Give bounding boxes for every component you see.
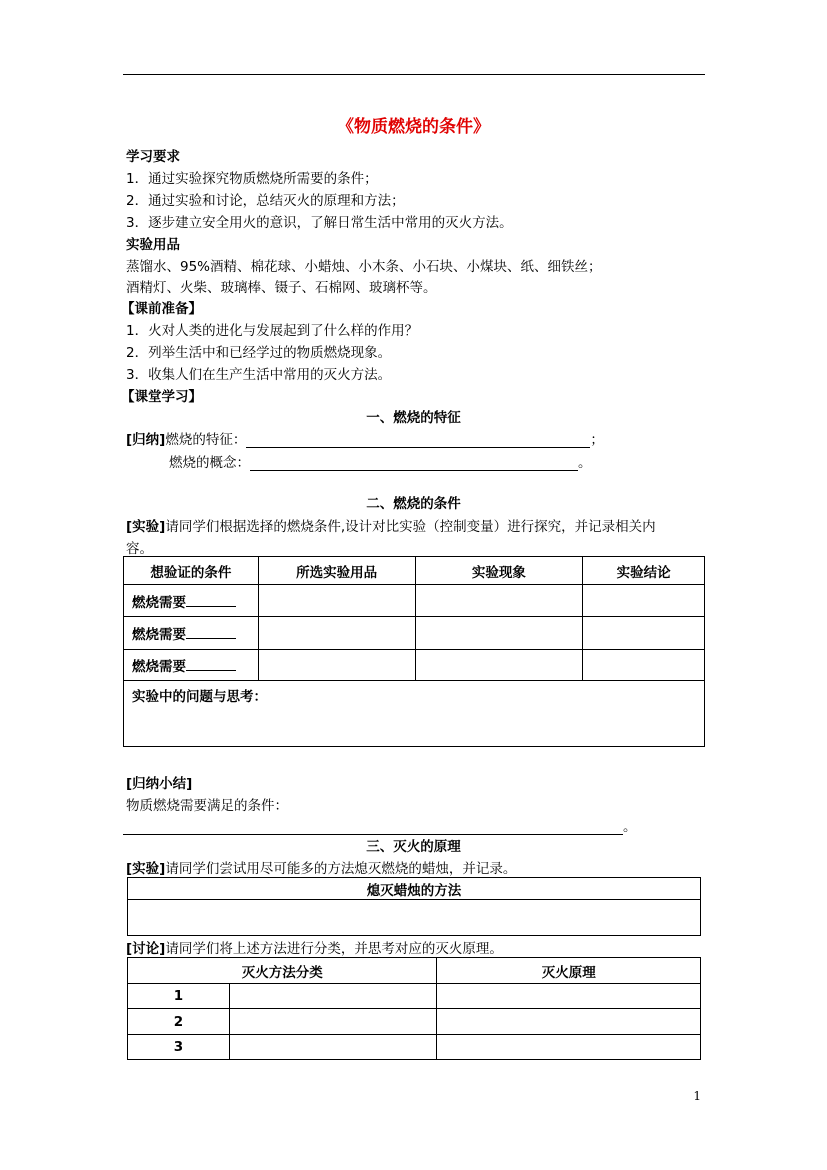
- summary-end: 。: [623, 819, 637, 835]
- preparation-item-1: 1．火对人类的进化与发展起到了什么样的作用？: [126, 323, 419, 339]
- principle-cell[interactable]: [437, 1009, 701, 1035]
- principle-cell[interactable]: [437, 984, 701, 1009]
- section2-tag: [实验]: [126, 519, 166, 535]
- feature-label: 燃烧的特征：: [165, 432, 247, 448]
- materials-line-2: 酒精灯、火柴、玻璃棒、镊子、石棉网、玻璃杯等。: [126, 280, 437, 296]
- concept-answer-line[interactable]: [250, 456, 578, 471]
- preparation-item-3: 3．收集人们在生产生活中常用的灭火方法。: [126, 367, 392, 383]
- feature-answer-line[interactable]: [246, 433, 590, 448]
- row-number: 3: [128, 1035, 230, 1060]
- summary-answer-line[interactable]: [123, 820, 623, 835]
- phenomena-cell[interactable]: [415, 650, 583, 681]
- concept-end: 。: [578, 455, 592, 471]
- conditions-header-condition: 想验证的条件: [124, 557, 259, 585]
- conclusion-cell[interactable]: [583, 585, 705, 617]
- table-row: [128, 1009, 701, 1035]
- method-cell[interactable]: [229, 984, 437, 1009]
- requirement-item-1: 1．通过实验探究物质燃烧所需要的条件；: [126, 171, 378, 187]
- summary-text: 物质燃烧需要满足的条件：: [126, 798, 288, 814]
- concept-label: 燃烧的概念：: [169, 455, 250, 471]
- notes-cell[interactable]: [124, 681, 705, 747]
- classification-table: [127, 957, 701, 1060]
- preparation-heading: 【课前准备】: [121, 301, 202, 317]
- section1-tag: [归纳]: [126, 432, 166, 448]
- section2-instruction-2: 容。: [126, 541, 153, 557]
- table-row: [124, 650, 705, 681]
- principle-cell[interactable]: [437, 1035, 701, 1060]
- section3-heading: 三、灭火的原理: [366, 839, 461, 855]
- conclusion-cell[interactable]: [583, 650, 705, 681]
- condition-blank[interactable]: [186, 626, 236, 639]
- phenomena-cell[interactable]: [415, 585, 583, 617]
- table-row: [128, 984, 701, 1009]
- materials-cell[interactable]: [258, 650, 415, 681]
- feature-end: ；: [590, 432, 604, 448]
- preparation-item-2: 2．列举生活中和已经学过的物质燃烧现象。: [126, 345, 392, 361]
- section2-heading: 二、燃烧的条件: [366, 496, 461, 512]
- summary-tag: [归纳小结]: [126, 776, 193, 792]
- phenomena-cell[interactable]: [415, 617, 583, 650]
- row-label: 燃烧需要: [132, 627, 186, 643]
- section3-tag: [实验]: [126, 861, 166, 877]
- condition-blank[interactable]: [186, 658, 236, 671]
- discuss-text: 请同学们将上述方法进行分类，并思考对应的灭火原理。: [165, 941, 503, 957]
- section2-instruction-1: 请同学们根据选择的燃烧条件,设计对比实验（控制变量）进行探究，并记录相关内: [165, 519, 656, 535]
- table-row: [124, 617, 705, 650]
- section1-heading: 一、燃烧的特征: [366, 410, 461, 426]
- table-row: [124, 585, 705, 617]
- materials-line-1: 蒸馏水、95%酒精、棉花球、小蜡烛、小木条、小石块、小煤块、纸、细铁丝；: [126, 259, 602, 275]
- materials-heading: 实验用品: [126, 237, 180, 253]
- method-cell[interactable]: [229, 1009, 437, 1035]
- row-number: 1: [128, 984, 230, 1009]
- discuss-tag: [讨论]: [126, 941, 166, 957]
- classification-header-principle: 灭火原理: [437, 958, 701, 984]
- row-label: 燃烧需要: [132, 659, 186, 675]
- methods-table: [127, 877, 701, 936]
- header-rule: [123, 74, 705, 75]
- methods-answer-cell[interactable]: [128, 900, 701, 936]
- page-number: 1: [693, 1089, 701, 1103]
- materials-cell[interactable]: [258, 585, 415, 617]
- table-row: [128, 1035, 701, 1060]
- row-label: 燃烧需要: [132, 594, 186, 611]
- conditions-header-conclusion: 实验结论: [583, 557, 705, 585]
- notes-label: 实验中的问题与思考：: [132, 689, 267, 705]
- conditions-header-materials: 所选实验用品: [258, 557, 415, 585]
- requirements-heading: 学习要求: [126, 149, 180, 165]
- row-number: 2: [128, 1009, 230, 1035]
- requirement-item-3: 3．逐步建立安全用火的意识，了解日常生活中常用的灭火方法。: [126, 215, 513, 231]
- requirement-item-2: 2．通过实验和讨论，总结灭火的原理和方法；: [126, 193, 405, 209]
- classroom-heading: 【课堂学习】: [121, 389, 202, 405]
- method-cell[interactable]: [229, 1035, 437, 1060]
- section3-instruction: 请同学们尝试用尽可能多的方法熄灭燃烧的蜡烛，并记录。: [165, 861, 517, 877]
- page-title: 《物质燃烧的条件》: [337, 117, 490, 137]
- conditions-header-phenomena: 实验现象: [415, 557, 583, 585]
- condition-blank[interactable]: [186, 594, 236, 607]
- conditions-table: [123, 556, 705, 747]
- materials-cell[interactable]: [258, 617, 415, 650]
- methods-header: 熄灭蜡烛的方法: [128, 878, 701, 900]
- classification-header-method: 灭火方法分类: [128, 958, 437, 984]
- conclusion-cell[interactable]: [583, 617, 705, 650]
